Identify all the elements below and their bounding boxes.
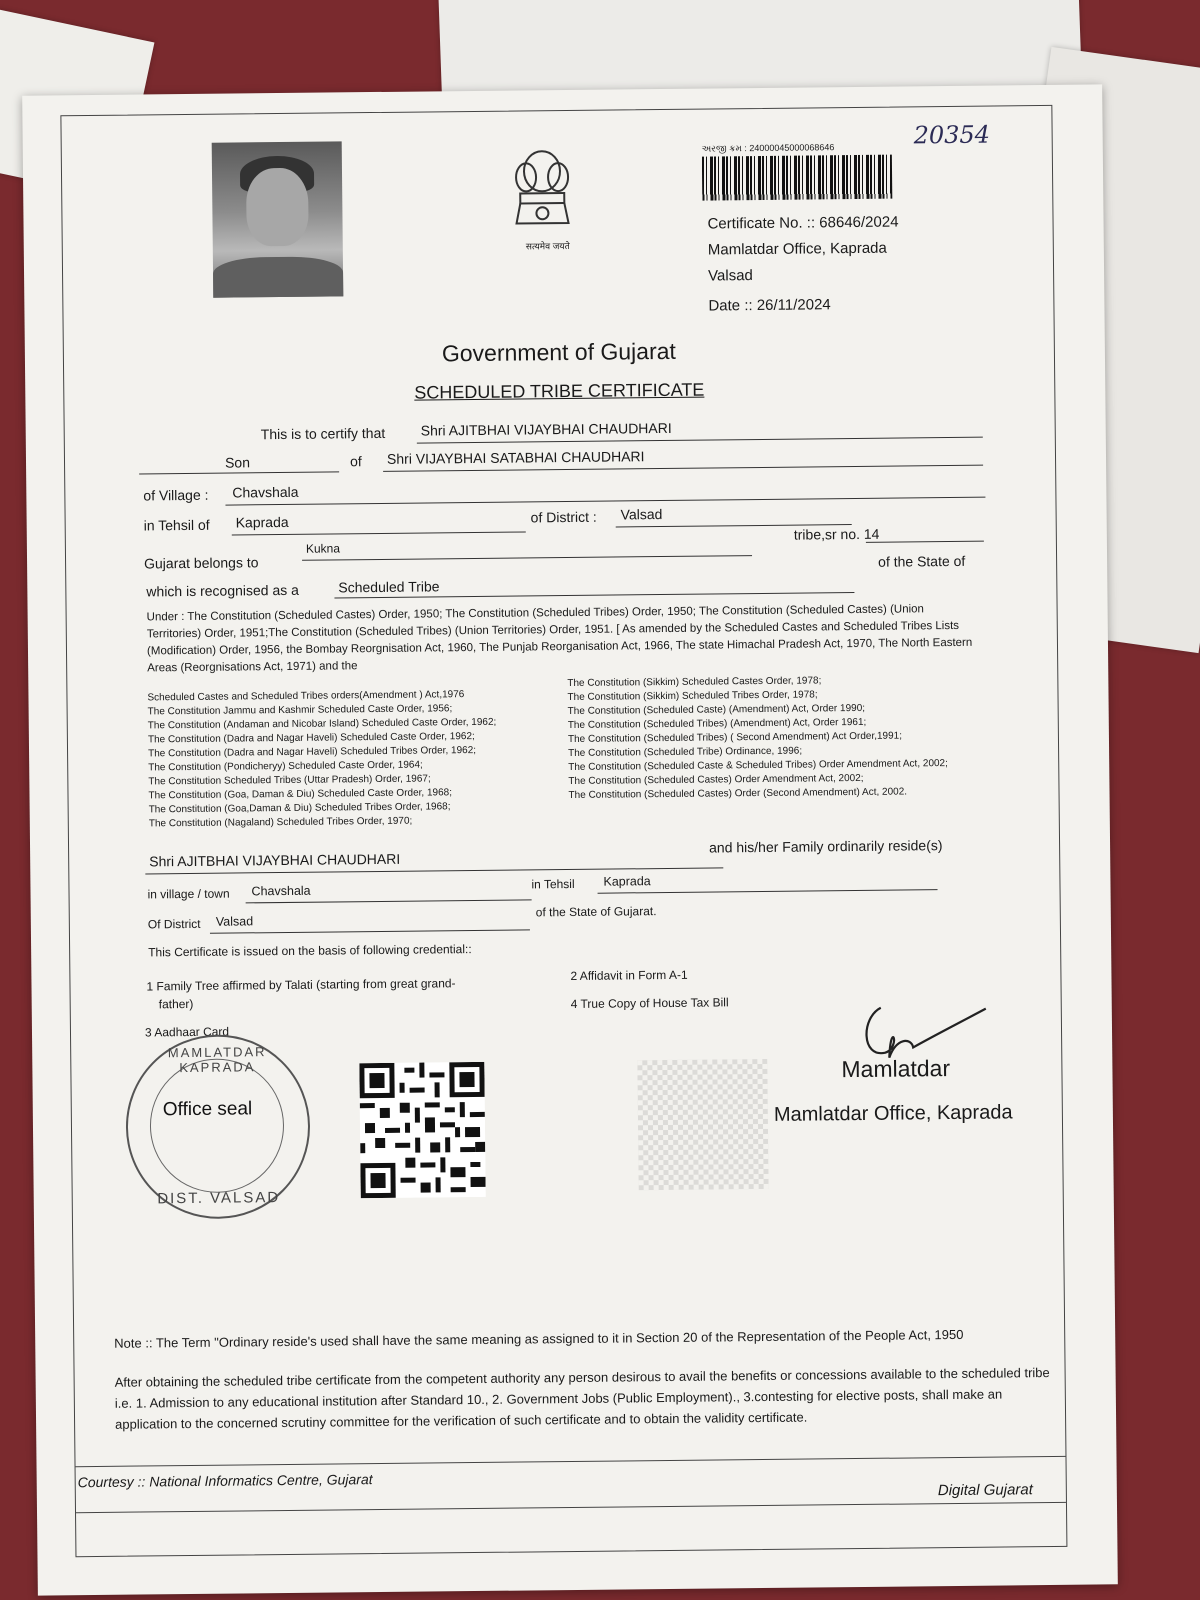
reside-village-value: Chavshala <box>251 883 311 899</box>
credentials-intro: This Certificate is issued on the basis of following credential:: <box>148 942 472 960</box>
issuing-district: Valsad <box>708 267 753 285</box>
barcode <box>702 155 892 201</box>
relation-label: Son <box>224 454 251 471</box>
state-of-label: of the State of <box>878 552 966 570</box>
order-item: The Constitution (Goa, Daman & Diu) Scheduled Caste Order, 1968; <box>148 787 453 802</box>
handwritten-number: 20354 <box>913 120 991 150</box>
faded-qr-watermark <box>637 1059 768 1190</box>
family-reside-label: and his/her Family ordinarily reside(s) <box>709 837 943 856</box>
orders-right <box>567 673 998 803</box>
signatory-office: Mamlatdar Office, Kaprada <box>773 1101 1013 1126</box>
emblem-motto: सत्यमेव जयते <box>525 240 570 252</box>
order-item: The Constitution (Goa,Daman & Diu) Scheduled Tribes Order, 1968; <box>148 801 451 816</box>
recognised-value: Scheduled Tribe <box>338 578 440 596</box>
order-item: The Constitution (Scheduled Caste) (Amendment) Act, Order 1990; <box>567 702 866 718</box>
seal-label: Office seal <box>162 1098 253 1121</box>
reside-tehsil-label: in Tehsil <box>531 876 575 892</box>
order-item: The Constitution (Scheduled Castes) Order (Second Amendment) Act, 2002. <box>568 786 908 802</box>
credential-item: 1 Family Tree affirmed by Talati (starting from great grand- <box>146 976 456 994</box>
belongs-label: Gujarat belongs to <box>143 554 259 572</box>
applicant-photo <box>212 141 344 297</box>
order-item: The Constitution (Scheduled Tribes) (Amendment) Act, Order 1961; <box>567 716 867 732</box>
seal-bottom-text: DIST. VALSAD <box>157 1189 281 1208</box>
village-label: of Village : <box>143 486 209 504</box>
credential-item: 4 True Copy of House Tax Bill <box>570 995 729 1012</box>
courtesy-text: Courtesy :: National Informatics Centre, Gujarat <box>77 1471 373 1491</box>
under-text: Under : The Constitution (Scheduled Castes) Order, 1950; The Constitution (Scheduled Tribes) Order, 1950; The Constitution (Scheduled Castes) (Union Territories) Order, 1951;The Constitution (Scheduled Tribes) (Union Territories) Order, 1951. [ As amended by the Scheduled Castes and Scheduled Tribes Lists (Modification) Order, 1956, the Bombay Reorgnisation Act, 1960, The Punjab Reorganisation Act, 1966, The state Himachal Pradesh Act, 1970, The North Eastern Areas (Reorgnisations Act, 1971) and the <box>146 603 973 675</box>
order-item: The Constitution Jammu and Kashmir Scheduled Caste Order, 1956; <box>147 703 453 718</box>
applicant-name: Shri AJITBHAI VIJAYBHAI CHAUDHARI <box>420 419 672 439</box>
tribe-serial: tribe,sr no. 14 <box>793 525 880 543</box>
village-value: Chavshala <box>232 483 299 501</box>
national-emblem-icon <box>502 141 583 252</box>
order-item: The Constitution (Dadra and Nagar Haveli) Scheduled Caste Order, 1962; <box>147 730 475 746</box>
after-obtaining-text: After obtaining the scheduled tribe certificate from the competent authority any person desirous to avail the benefits or concessions available to the scheduled tribe i.e. 1. Admission to any educational institution after Standard 10., 2. Government Jobs (Public Employment)., 3.contesting for elective posts, shall make an application to the concerned scrutiny committee for the verification of such certificate and to obtain the validity certificate. <box>114 1365 1050 1432</box>
issuing-office: Mamlatdar Office, Kaprada <box>707 239 887 259</box>
orders-left <box>147 687 568 831</box>
order-item: The Constitution (Dadra and Nagar Haveli) Scheduled Tribes Order, 1962; <box>148 744 477 760</box>
tehsil-label: in Tehsil of <box>143 516 210 534</box>
office-seal <box>125 1034 311 1220</box>
certificate-border <box>60 105 1067 1557</box>
credential-item: 2 Affidavit in Form A-1 <box>570 967 688 984</box>
certificate-number: Certificate No. :: 68646/2024 <box>707 213 899 233</box>
recognised-label: which is recognised as a <box>146 581 299 600</box>
father-name: Shri VIJAYBHAI SATABHAI CHAUDHARI <box>386 448 645 467</box>
district-label: of District : <box>530 508 597 526</box>
note-text: Note :: The Term "Ordinary reside's used shall have the same meaning as assigned to it in Section 20 of the Representation of the People Act, 1950 <box>114 1326 964 1351</box>
reside-village-label: in village / town <box>147 886 230 902</box>
of-label: of <box>349 453 362 470</box>
credential-item: 3 Aadhaar Card <box>144 1024 230 1040</box>
reside-district-label: Of District <box>147 916 201 932</box>
order-item: The Constitution (Pondicheryy) Scheduled Caste Order, 1964; <box>148 759 423 774</box>
seal-top-text: MAMLATDAR KAPRADA <box>167 1044 267 1076</box>
order-item: The Constitution (Sikkim) Scheduled Tribes Order, 1978; <box>567 689 818 704</box>
order-item: The Constitution (Scheduled Tribe) Ordinance, 1996; <box>568 745 803 760</box>
order-item: The Constitution (Scheduled Castes) Order Amendment Act, 2002; <box>568 772 864 788</box>
order-item: The Constitution (Scheduled Caste & Scheduled Tribes) Order Amendment Act, 2002; <box>568 758 948 774</box>
issue-date: Date :: 26/11/2024 <box>708 296 831 315</box>
order-item: Scheduled Castes and Scheduled Tribes orders(Amendment ) Act,1976 <box>147 689 465 704</box>
certificate-subtitle: SCHEDULED TRIBE CERTIFICATE <box>414 379 705 403</box>
qr-code <box>359 1062 485 1198</box>
certificate-paper <box>22 84 1118 1595</box>
district-value: Valsad <box>620 506 663 523</box>
signatory-title: Mamlatdar <box>841 1055 951 1083</box>
order-item: The Constitution Scheduled Tribes (Uttar Pradesh) Order, 1967; <box>148 773 431 788</box>
reside-tehsil-value: Kaprada <box>603 874 651 889</box>
order-item: The Constitution (Sikkim) Scheduled Castes Order, 1978; <box>567 675 822 690</box>
tribe-name: Kukna <box>305 541 341 556</box>
reside-name: Shri AJITBHAI VIJAYBHAI CHAUDHARI <box>149 850 401 870</box>
credential-item: father) <box>158 996 194 1012</box>
page-title: Government of Gujarat <box>441 337 676 367</box>
reside-state-label: of the State of Gujarat. <box>535 904 657 920</box>
order-item: The Constitution (Nagaland) Scheduled Tribes Order, 1970; <box>148 815 413 830</box>
order-item: The Constitution (Andaman and Nicobar Island) Scheduled Caste Order, 1962; <box>147 716 497 732</box>
digital-gujarat-label: Digital Gujarat <box>937 1481 1033 1500</box>
order-item: The Constitution (Scheduled Tribes) ( Second Amendment) Act Order,1991; <box>567 730 903 746</box>
reside-district-value: Valsad <box>215 914 254 929</box>
tehsil-value: Kaprada <box>235 513 289 531</box>
certify-label: This is to certify that <box>260 424 386 443</box>
application-number: અરજી ક્રમ : 24000045000068646 <box>701 142 835 154</box>
